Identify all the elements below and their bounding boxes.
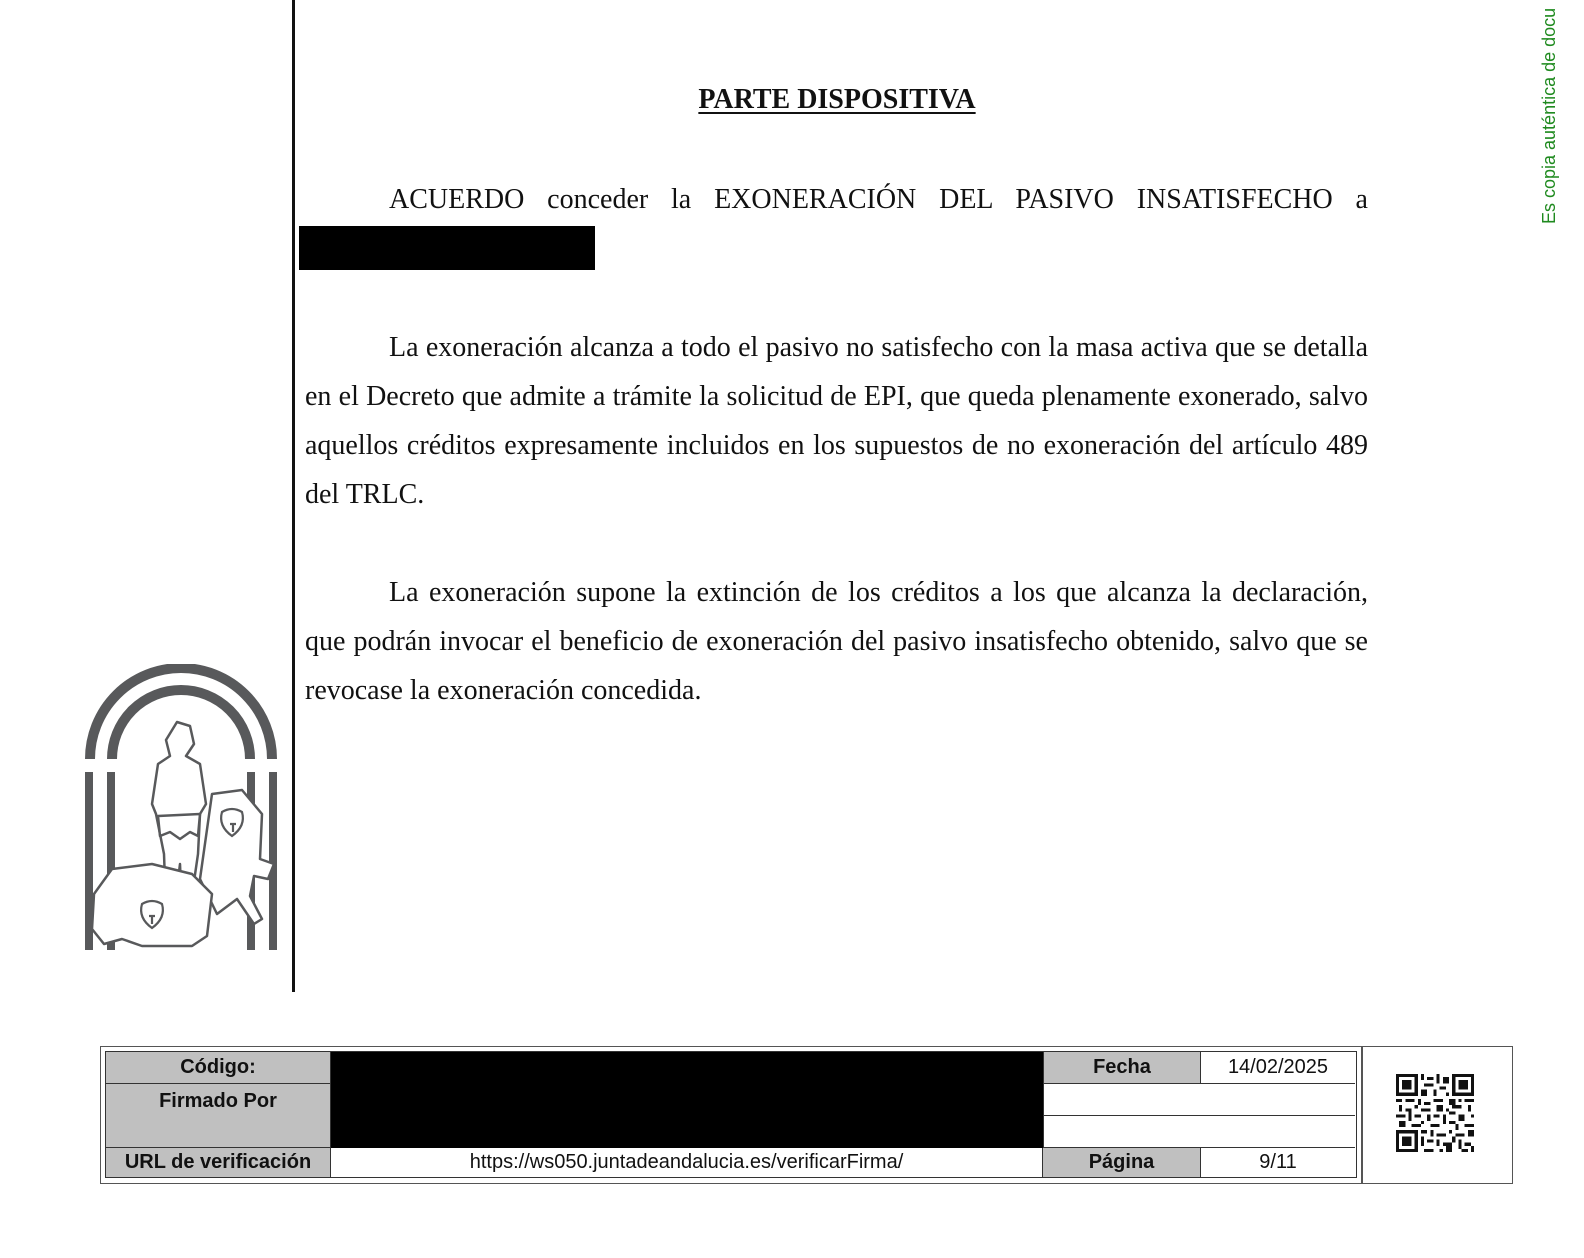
fecha-value: 14/02/2025	[1201, 1052, 1355, 1084]
blank-row-1	[1043, 1084, 1355, 1116]
redacted-signature-data	[331, 1052, 1043, 1148]
firmado-por-label: Firmado Por	[106, 1084, 331, 1148]
pagina-label: Página	[1043, 1148, 1201, 1177]
paragraph-scope	[305, 323, 1368, 519]
paragraph-text: ACUERDO conceder la EXONERACIÓN DEL PASIVO INSATISFECHO a	[389, 184, 1368, 215]
margin-rule	[292, 0, 295, 992]
footer-divider	[1361, 1046, 1363, 1184]
codigo-label: Código:	[106, 1052, 331, 1084]
authenticity-side-note	[1538, 0, 1562, 240]
verification-url[interactable]: https://ws050.juntadeandalucia.es/verificarFirma/	[331, 1148, 1043, 1177]
url-label: URL de verificación	[106, 1148, 331, 1177]
qr-code-icon[interactable]	[1396, 1074, 1474, 1152]
blank-row-2	[1043, 1116, 1355, 1148]
junta-andalucia-logo-icon	[82, 664, 280, 954]
section-title: PARTE DISPOSITIVA	[698, 84, 976, 115]
paragraph-agreement	[305, 175, 1368, 224]
paragraph-text: La exoneración alcanza a todo el pasivo no satisfecho con la masa activa que se detalla en el Decreto que admite a trámite la solicitud de EPI, que queda plenamente exonerado, salvo aquellos créditos expresamente incluidos en los supuestos de no exoneración del artículo 489 del TRLC.	[305, 332, 1368, 510]
paragraph-text: La exoneración supone la extinción de los créditos a los que alcanza la declaración, que podrán invocar el beneficio de exoneración del pasivo insatisfecho obtenido, salvo que se revocase la exoneración concedida.	[305, 577, 1368, 706]
redacted-name	[299, 226, 595, 270]
fecha-label: Fecha	[1043, 1052, 1201, 1084]
signature-table	[105, 1051, 1357, 1178]
side-note-text: Es copia auténtica de docu	[1539, 7, 1559, 224]
paragraph-effects	[305, 568, 1368, 715]
pagina-value: 9/11	[1201, 1148, 1355, 1177]
